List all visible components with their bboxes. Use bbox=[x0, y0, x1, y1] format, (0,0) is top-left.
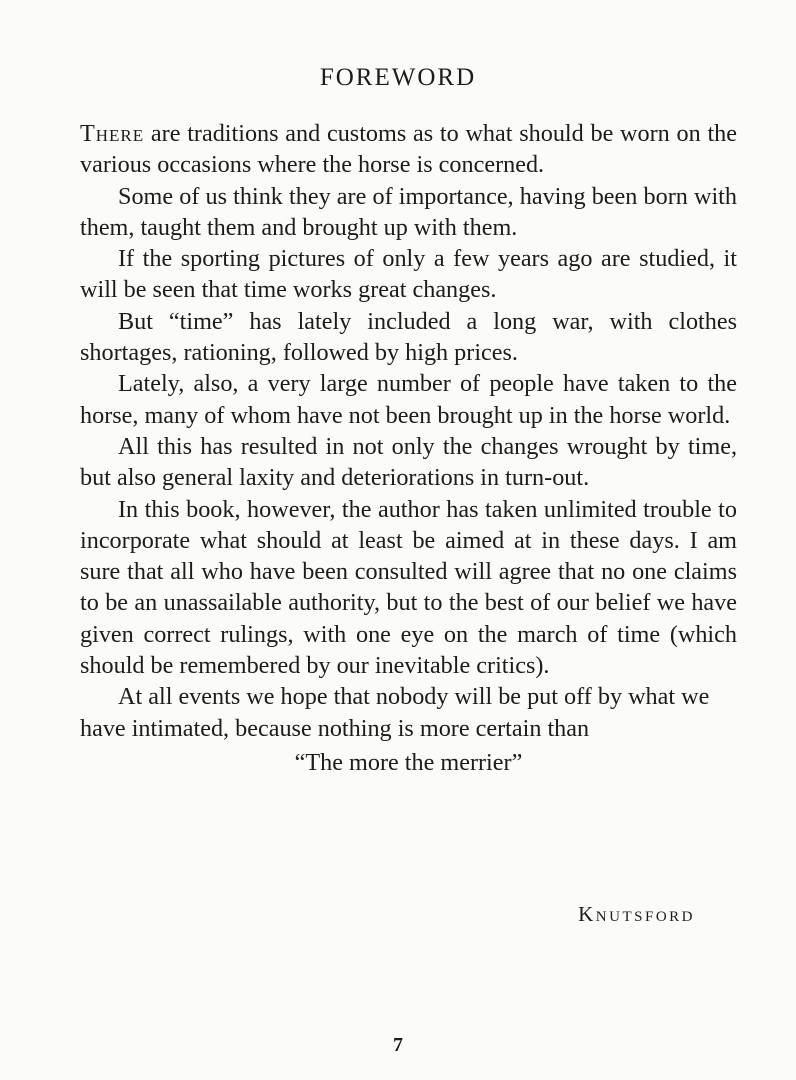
page-number: 7 bbox=[393, 1034, 403, 1056]
page-title: FOREWORD bbox=[319, 64, 477, 91]
foreword-body bbox=[80, 118, 737, 778]
paragraph-4: But “time” has lately included a long war, with clothes shortages, rationing, followed by high prices. bbox=[80, 307, 737, 367]
paragraph-2: Some of us think they are of importance, having been born with them, taught them and brought up with them. bbox=[80, 182, 737, 241]
paragraph-5: Lately, also, a very large number of people have taken to the horse, many of whom have not been brought up in the horse world. bbox=[80, 370, 737, 429]
paragraph-7: In this book, however, the author has taken unlimited trouble to incorporate what should at least be aimed at in these days. I am sure that all who have been consulted will agree that no one claims to be an unassailable authority, but to the best of our belief we have given correct rulings, with one eye on the march of time (which should be remembered by our inevitable critics). bbox=[80, 495, 737, 680]
paragraph-3: If the sporting pictures of only a few years ago are studied, it will be seen that time works great changes. bbox=[80, 245, 737, 304]
paragraph-1-text: are traditions and customs as to what should be worn on the various occasions where the horse is concerned. bbox=[80, 120, 737, 179]
lead-word: There bbox=[80, 120, 145, 147]
paragraph-6: All this has resulted in not only the changes wrought by time, but also general laxity and deteriorations in turn-out. bbox=[80, 432, 737, 492]
paragraph-8: At all events we hope that nobody will be put off by what we have intimated, because nothing is more certain than bbox=[80, 683, 710, 742]
signature: Knutsford bbox=[578, 902, 695, 926]
closing-quote: “The more the merrier” bbox=[294, 748, 523, 776]
paragraph-1 bbox=[80, 118, 737, 181]
